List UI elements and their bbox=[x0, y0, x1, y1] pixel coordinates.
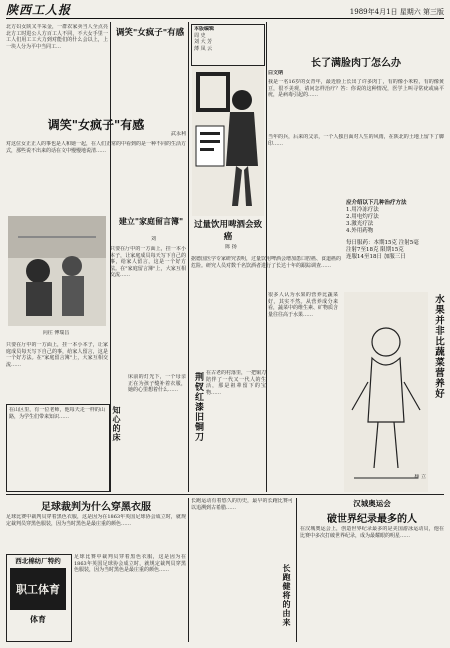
lian-body: 当年的兵，后来的父亲，一个人独自面对人生的风雨，在陕北的土地上留下了脚印…… bbox=[268, 134, 444, 147]
sports-column-body: 足球比赛中裁判员穿着黑色衣服，这是因为在1863年英国足球协会成立时，就规定裁判员穿黑色服装，因为当时黑色是最庄重的颜色…… bbox=[74, 554, 186, 573]
world-record-body: 在汉城奥运会上，创造世界纪录最多的是美国游泳运动员，他在比赛中多次打破世界纪录，成为最耀眼的明星…… bbox=[300, 526, 444, 539]
laugh-big-title: 调笑"女疯子"有感 bbox=[47, 118, 145, 132]
noodle-body: 我是一名16岁的女青年，最近脸上长出了许多肉丁，有的像小米粒，有的像黄豆，很不美观，请问怎样治疗？答：你说的这种情况，医学上叫寻常疣或扁平疣，是病毒引起的…… bbox=[268, 79, 444, 98]
sports-column-title: 西北棉纺厂特约 bbox=[15, 557, 61, 565]
column-rule bbox=[188, 498, 189, 642]
fruit-body: 很多人认为水果的营养比蔬菜好，其实不然。从营养成分来看，蔬菜中的维生素、矿物质含量往往高于水果…… bbox=[268, 292, 338, 318]
fashion-illustration bbox=[192, 66, 264, 216]
family-headline: 建立"家庭留言簿" bbox=[118, 216, 184, 226]
noodle-list-item: 4.外用药物 bbox=[346, 228, 374, 234]
photo-caption: 向往 bbox=[42, 330, 53, 336]
editor-3: 薄 凤 云 bbox=[194, 45, 213, 52]
dosage-row: 注射7至18克 限期15克 bbox=[346, 247, 404, 253]
photo-credit: 傅瑞昌 bbox=[54, 330, 70, 336]
noodle-list-item: 3.激光疗法 bbox=[346, 221, 374, 227]
zhichi-vertical-title: 知心的床 bbox=[112, 406, 122, 442]
knife-body: 在古老的村落里，一把铜刀陪伴了一代又一代人的生活，那是祖辈留下的宝物…… bbox=[206, 370, 266, 396]
issue-page: 第三版 bbox=[423, 8, 444, 16]
noodle-list-item: 1.用冷冻疗法 bbox=[346, 207, 379, 213]
sports-column-sub: 职工体育 bbox=[16, 583, 60, 596]
noodle-author: 白文纳 bbox=[268, 70, 284, 76]
noodle-treatment-list bbox=[346, 200, 444, 235]
masthead bbox=[6, 4, 444, 19]
noodle-list-item: 2.用电灼疗法 bbox=[346, 214, 379, 220]
section-rule bbox=[6, 494, 444, 495]
noodle-headline: 长了满脸肉丁怎么办 bbox=[311, 58, 401, 69]
seoul-section-title: 汉城奥运会 bbox=[353, 499, 391, 508]
editors-list bbox=[194, 26, 260, 62]
editor-2: 刘 大 芳 bbox=[194, 39, 213, 45]
football-headline: 足球裁判为什么穿黑衣服 bbox=[41, 502, 151, 513]
photo-caption-line bbox=[16, 330, 96, 338]
beer-author: 陈 扬 bbox=[225, 244, 237, 250]
family-photo bbox=[8, 216, 106, 326]
middle-bottom-body: 长跑运动有着悠久的历史，最早的长跑比赛可以追溯到古希腊…… bbox=[191, 498, 293, 511]
fruit-vertical-title: 水果并非比蔬菜营养好 bbox=[433, 294, 444, 399]
newspaper-name: 陕西工人报 bbox=[6, 3, 72, 17]
family-article-body: 只要在厅中的一方面上，挂一本小本子，让家庭成员每天写下自己的事，给家人留言，这是一个好方法。在"家庭留言簿"上，大家互相交流…… bbox=[110, 246, 186, 278]
issue-date: 1989年4月1日 bbox=[349, 8, 398, 16]
column-rule bbox=[296, 498, 297, 642]
long-run-title: 长跑健将的由来 bbox=[282, 564, 292, 627]
world-record-headline: 破世界纪录最多的人 bbox=[327, 514, 417, 525]
editors-title: 本版编辑 bbox=[194, 26, 215, 32]
dosage-row: 连服14至18日 加服三日 bbox=[346, 254, 406, 260]
child-drawing bbox=[344, 292, 428, 492]
intro-article-text: 北方妇女陕又羊采金，一群农家卖当人全点亮北方工时进公人方百工人不同，不大女手里一工人们用工工大力到对能们的什么会以上，上一块人分为平中当同工… bbox=[6, 24, 108, 50]
knife-vertical-title: 荆钗红漆旧铜刀 bbox=[193, 372, 203, 442]
bottom-left-body: 在山区里，有一位老师，他每天走一样的山路，为学生们带来知识…… bbox=[9, 407, 105, 420]
sports-column-caption: 体育 bbox=[30, 614, 46, 624]
laugh-article-body: 对这位女正正人的事也是人和她一起，在人们正常的中看到的是一种不同的生活方式，那些说不出来的话在文中慢慢地说清…… bbox=[6, 141, 186, 154]
column1-body-continued: 只要在厅中的一方面上，挂一本小本子，让家庭成员每天写下自己的事，给家人留言，这是一个好方法。在"家庭留言簿"上，大家互相交流…… bbox=[6, 342, 108, 368]
issue-weekday: 星期六 bbox=[399, 8, 421, 16]
sports-column-banner bbox=[10, 568, 66, 610]
issue-meta bbox=[350, 7, 444, 18]
fruit-author: 杨 立 bbox=[414, 474, 426, 480]
noodle-dosage-table bbox=[346, 240, 444, 261]
laugh-author: 武永利 bbox=[170, 131, 186, 137]
family-author: 刘 bbox=[151, 236, 157, 242]
column-rule bbox=[188, 22, 189, 492]
editor-1: 周 史 bbox=[194, 32, 206, 39]
laugh-title: 调笑"女疯子"有感 bbox=[115, 28, 185, 38]
laugh-article-headline bbox=[114, 26, 186, 38]
dosage-row: 每日服药：本期15克 注射5毫 bbox=[346, 240, 419, 246]
beer-headline: 过量饮用啤酒会致癌 bbox=[193, 220, 262, 242]
noodle-list-title: 应介绍以下几种治疗方法 bbox=[346, 200, 407, 206]
beer-body: 据德国医学专家研究表明，过量饮用啤酒会增加患口腔癌、食道癌的危险。研究人员对数千名饮酒者进行了长达十年的跟踪调查…… bbox=[191, 256, 341, 269]
zhichi-body: 床前的灯光下，一个母亲正在为孩子缝补着衣服，她的心里想着什么…… bbox=[128, 374, 186, 393]
newspaper-page bbox=[6, 4, 444, 644]
football-body: 足球比赛中裁判员穿着黑色衣服，这是因为在1863年英国足球协会成立时，就规定裁判员穿黑色服装，因为当时黑色是最庄重的颜色…… bbox=[6, 514, 186, 527]
